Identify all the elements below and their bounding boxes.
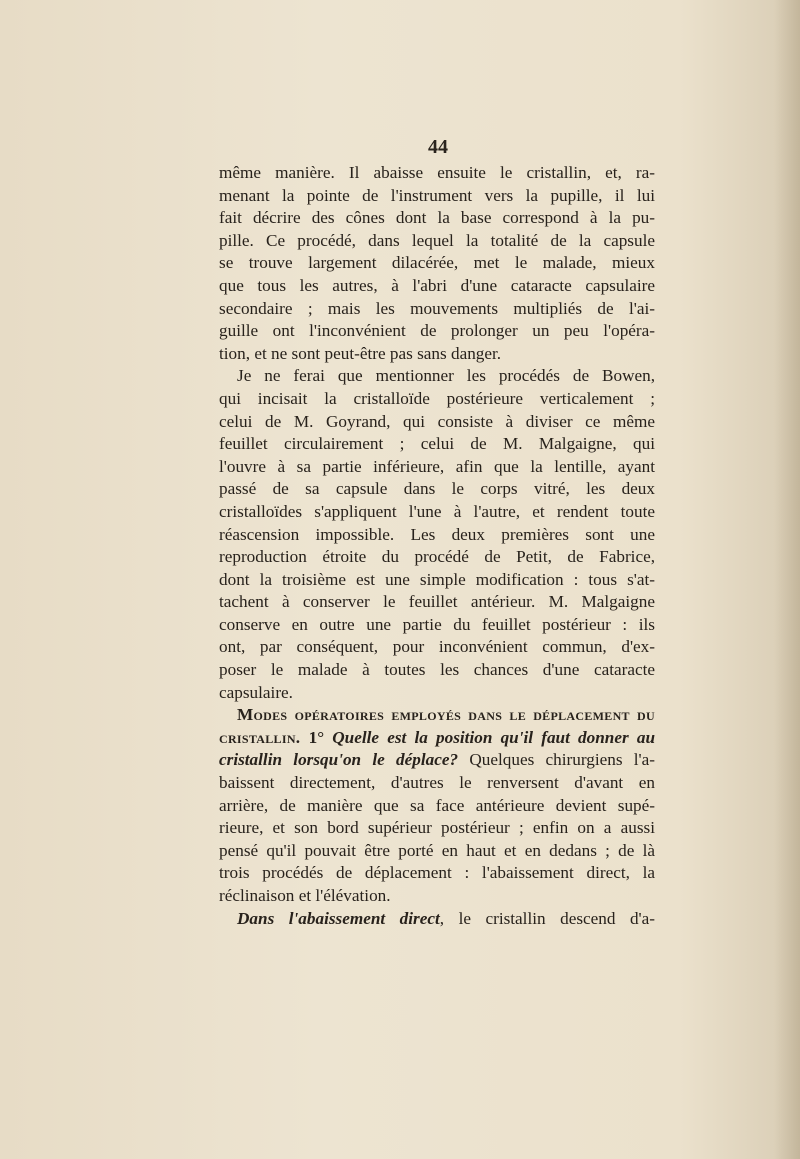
body-text [219,162,655,930]
text-line: Je ne ferai que mentionner les procédés de Bowen, [237,366,655,386]
text-line: feuillet circulairement ; celui de M. Malgaigne, qui [219,434,655,454]
section-heading-continued [219,727,655,750]
text-line: fait décrire des cônes dont la base correspond à la pu- [219,208,655,228]
text-line: tion, et ne sont peut-être pas sans danger. [219,343,502,363]
text-line: se trouve largement dilacérée, met le malade, mieux [219,253,655,273]
text-line: tachent à conserver le feuillet antérieur. M. Malgaigne [219,592,655,612]
text-line: reproduction étroite du procédé de Petit, de Fabrice, [219,547,655,567]
question-text-end: cristallin lorsqu'on le déplace? [219,750,459,770]
text-line: qui incisait la cristalloïde postérieure verticalement ; [219,388,655,408]
section-heading-end: cristallin. [219,727,301,747]
page-edge-shadow [774,0,800,1159]
text-line: guille ont l'inconvénient de prolonger un peu l'opéra- [219,321,655,341]
answer-text-start: Quelques chirurgiens l'a- [469,750,656,770]
text-line: pensé qu'il pouvait être porté en haut et en dedans ; de là [219,840,655,860]
text-line [219,908,655,931]
question-number: 1° [308,727,325,747]
text-line: arrière, de manière que sa face antérieure devient supé- [219,795,655,815]
text-line: passé de sa capsule dans le corps vitré, les deux [219,479,655,499]
text-line: baissent directement, d'autres le renversent d'avant en [219,773,655,793]
text-line: rieure, et son bord supérieur postérieur ; enfin on a aussi [219,818,655,838]
text-line-rest: , le cristallin descend d'a- [439,908,655,928]
text-line: pille. Ce procédé, dans lequel la totalité de la capsule [219,230,655,250]
italic-term: Dans l'abaissement direct [237,908,440,928]
text-line: trois procédés de déplacement : l'abaissement direct, la [219,863,655,883]
text-line: cristalloïdes s'appliquent l'une à l'autre, et rendent toute [219,501,655,521]
text-line: réascension impossible. Les deux premières sont une [219,524,655,544]
section-heading: Modes opératoires employés dans le déplacement du [237,705,655,725]
text-line: dont la troisième est une simple modification : tous s'at- [219,569,655,589]
text-line: menant la pointe de l'instrument vers la pupille, il lui [219,185,655,205]
text-line: ont, par conséquent, pour inconvénient commun, d'ex- [219,637,655,657]
text-line: capsulaire. [219,682,293,702]
text-line [219,749,655,772]
text-line: poser le malade à toutes les chances d'une cataracte [219,660,655,680]
page-number: 44 [428,136,448,158]
text-line: que tous les autres, à l'abri d'une cataracte capsulaire [219,275,655,295]
text-line: secondaire ; mais les mouvements multipliés de l'ai- [219,298,655,318]
text-line: celui de M. Goyrand, qui consiste à diviser ce même [219,411,655,431]
text-line: l'ouvre à sa partie inférieure, afin que la lentille, ayant [219,456,655,476]
text-line: conserve en outre une partie du feuillet postérieur : ils [219,614,655,634]
text-line: même manière. Il abaisse ensuite le cristallin, et, ra- [219,163,655,182]
text-line: réclinaison et l'élévation. [219,886,391,905]
question-text: Quelle est la position qu'il faut donner au [332,727,656,747]
